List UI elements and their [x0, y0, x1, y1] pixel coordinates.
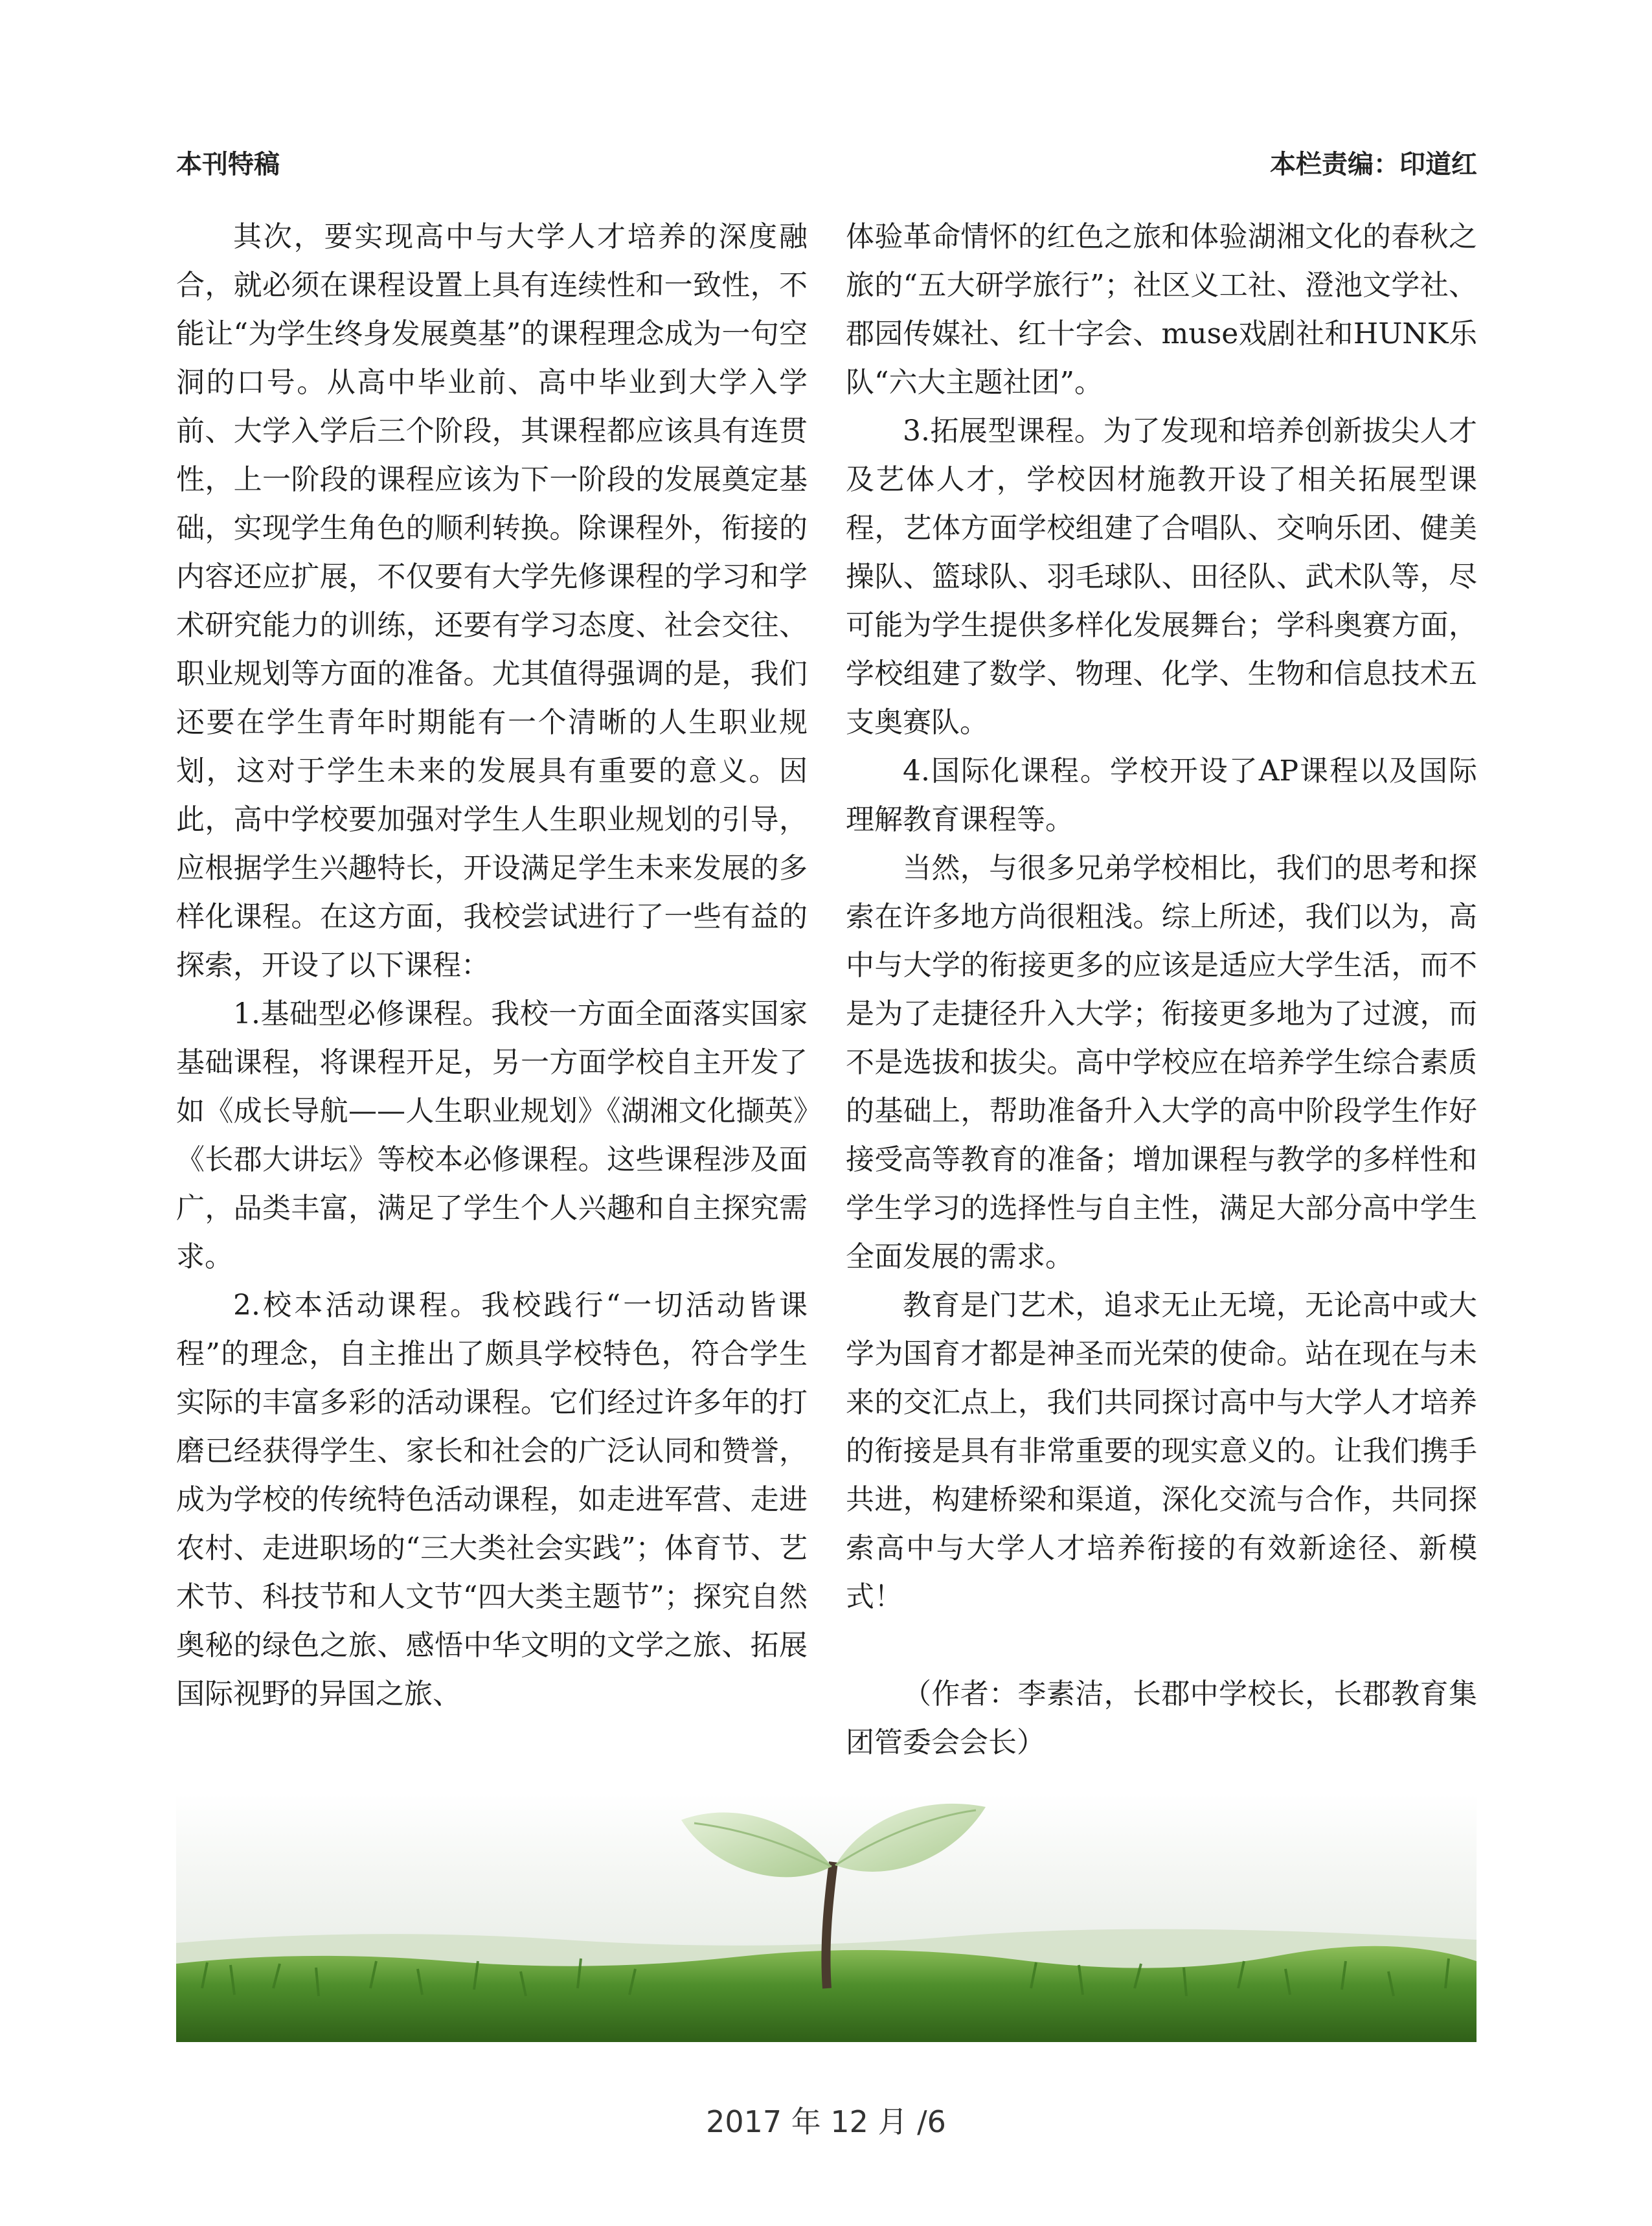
seedling-photo: [176, 1794, 1477, 2042]
body-paragraph: 教育是门艺术，追求无止无境，无论高中或大学为国育才都是神圣而光荣的使命。站在现在与未来的交汇点上，我们共同探讨高中与大学人才培养的衔接是具有非常重要的现实意义的。让我们携手共进，构建桥梁和渠道，深化交流与合作，共同探索高中与大学人才培养衔接的有效新途径、新模式！: [846, 1289, 1477, 1613]
seedling-image: [176, 1794, 1477, 2042]
body-paragraph: 3.拓展型课程。为了发现和培养创新拔尖人才及艺体人才，学校因材施教开设了相关拓展型课程，艺体方面学校组建了合唱队、交响乐团、健美操队、篮球队、羽毛球队、田径队、武术队等，尽可能为学生提供多样化发展舞台；学科奥赛方面，学校组建了数学、物理、化学、生物和信息技术五支奥赛队。: [846, 415, 1477, 739]
column-editor: 本栏责编：印道红: [1270, 150, 1477, 179]
right-column: [846, 212, 1477, 1767]
section-title: 本刊特稿: [176, 150, 280, 179]
body-paragraph: 其次，要实现高中与大学人才培养的深度融合，就必须在课程设置上具有连续性和一致性，不能让“为学生终身发展奠基”的课程理念成为一句空洞的口号。从高中毕业前、高中毕业到大学入学前、大学入学后三个阶段，其课程都应该具有连贯性，上一阶段的课程应该为下一阶段的发展奠定基础，实现学生角色的顺利转换。除课程外，衔接的内容还应扩展，不仅要有大学先修课程的学习和学术研究能力的训练，还要有学习态度、社会交往、职业规划等方面的准备。尤其值得强调的是，我们还要在学生青年时期能有一个清晰的人生职业规划，这对于学生未来的发展具有重要的意义。因此，高中学校要加强对学生人生职业规划的引导，应根据学生兴趣特长，开设满足学生未来发展的多样化课程。在这方面，我校尝试进行了一些有益的探索，开设了以下课程：: [176, 220, 808, 982]
body-paragraph: 1.基础型必修课程。我校一方面全面落实国家基础课程，将课程开足，另一方面学校自主开发了如《成长导航——人生职业规划》《湖湘文化撷英》《长郡大讲坛》等校本必修课程。这些课程涉及面广，品类丰富，满足了学生个人兴趣和自主探究需求。: [176, 997, 808, 1273]
body-paragraph: 2.校本活动课程。我校践行“一切活动皆课程”的理念，自主推出了颇具学校特色，符合学生实际的丰富多彩的活动课程。它们经过许多年的打磨已经获得学生、家长和社会的广泛认同和赞誉，成为学校的传统特色活动课程，如走进军营、走进农村、走进职场的“三大类社会实践”；体育节、艺术节、科技节和人文节“四大类主题节”；探究自然奥秘的绿色之旅、感悟中华文明的文学之旅、拓展国际视野的异国之旅、: [176, 1289, 808, 1710]
page-footer: 2017 年 12 月 /6: [706, 2104, 946, 2139]
author-note: （作者：李素洁，长郡中学校长，长郡教育集团管委会会长）: [846, 1677, 1477, 1759]
continued-paragraph: 体验革命情怀的红色之旅和体验湖湘文化的春秋之旅的“五大研学旅行”；社区义工社、澄池文学社、郡园传媒社、红十字会、muse戏剧社和HUNK乐队“六大主题社团”。: [846, 220, 1477, 399]
body-paragraph: 4.国际化课程。学校开设了AP课程以及国际理解教育课程等。: [846, 755, 1477, 836]
left-column: [176, 212, 808, 1718]
body-paragraph: 当然，与很多兄弟学校相比，我们的思考和探索在许多地方尚很粗浅。综上所述，我们以为，高中与大学的衔接更多的应该是适应大学生活，而不是为了走捷径升入大学；衔接更多地为了过渡，而不是选拔和拔尖。高中学校应在培养学生综合素质的基础上，帮助准备升入大学的高中阶段学生作好接受高等教育的准备；增加课程与教学的多样性和学生学习的选择性与自主性，满足大部分高中学生全面发展的需求。: [846, 852, 1477, 1273]
